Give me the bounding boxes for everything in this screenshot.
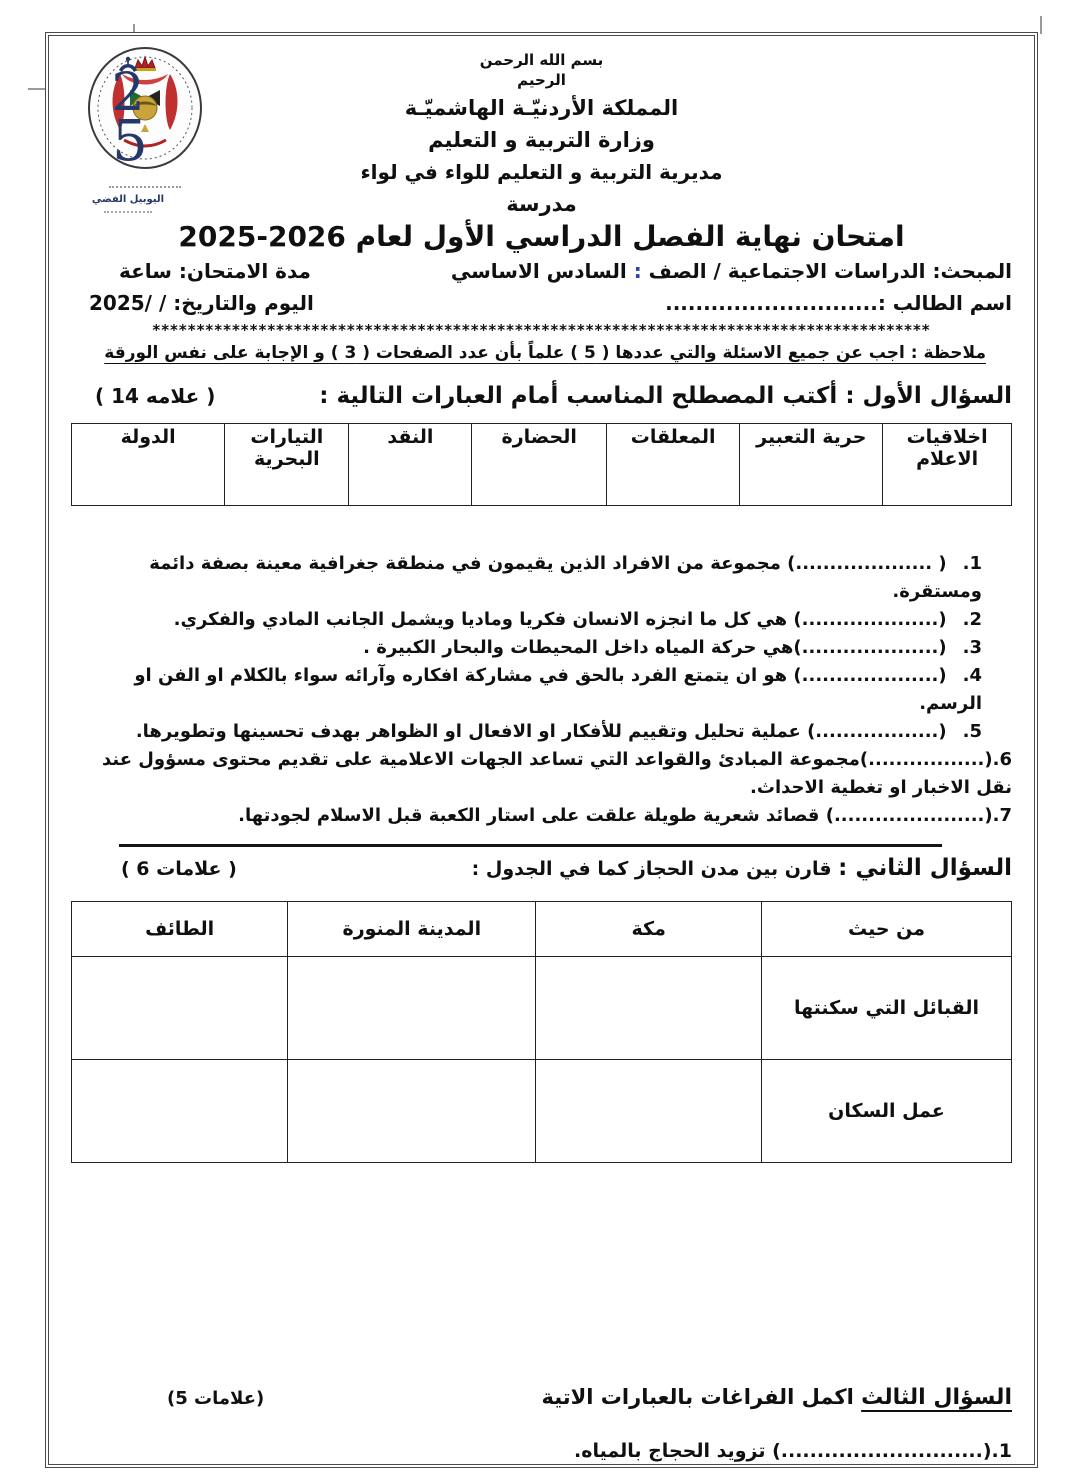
subject-and-grade: المبحث: الدراسات الاجتماعية / الصف : السادس الاساسي xyxy=(450,259,1012,283)
q1-item-4[interactable]: 4.(....................) هو ان يتمتع الفرد بالحق في مشاركة افكاره وآرائه سواء بالكلام او الفن او الرسم. xyxy=(134,665,982,714)
row-label-occupation: عمل السكان xyxy=(761,1060,1011,1163)
question1-items xyxy=(71,550,1012,830)
answer-cell[interactable] xyxy=(536,957,762,1060)
question1-title: السؤال الأول : أكتب المصطلح المناسب أمام العبارات التالية : xyxy=(319,383,1012,409)
answer-cell[interactable] xyxy=(536,1060,762,1163)
jubilee-digit-2: 2 xyxy=(111,63,145,123)
table-header-medina: المدينة المنورة xyxy=(288,902,536,957)
ministry-name: وزارة التربية و التعليم xyxy=(428,128,655,152)
table-header-taif: الطائف xyxy=(72,902,288,957)
jubilee-caption: اليوبيل الفضي xyxy=(91,194,165,205)
answer-cell[interactable] xyxy=(72,1060,288,1163)
question3-title: السؤال الثالث اكمل الفراغات بالعبارات الاتية xyxy=(541,1385,1012,1410)
term-cell[interactable]: المعلقات xyxy=(606,424,739,506)
exam-page xyxy=(49,36,1034,1464)
q1-item-7[interactable]: 7.(......................) قصائد شعرية طويلة علقت على استار الكعبة قبل الاسلام لجودتها. xyxy=(238,805,1012,826)
terms-table xyxy=(71,423,1012,506)
term-cell[interactable]: النقد xyxy=(349,424,472,506)
table-header-mecca: مكة xyxy=(536,902,762,957)
table-header-criteria: من حيث xyxy=(761,902,1011,957)
q1-item-6[interactable]: 6.(.................)مجموعة المبادئ والقواعد التي تساعد الجهات الاعلامية على تقديم محتوى مسؤول عند نقل الاخبار او تغطية الاحداث. xyxy=(101,749,1012,798)
term-cell[interactable]: الدولة xyxy=(72,424,225,506)
question2-title: السؤال الثاني : قارن بين مدن الحجاز كما في الجدول : xyxy=(471,855,1012,881)
section-divider xyxy=(119,844,942,847)
answer-cell[interactable] xyxy=(72,957,288,1060)
q1-item-5[interactable]: 5.(..................) عملية تحليل وتقييم للأفكار او الافعال او الظواهر بهدف تحسينها وتطويرها. xyxy=(135,721,982,742)
q3-item-1[interactable]: 1.(............................) تزويد الحجاج بالمياه. xyxy=(574,1440,1012,1462)
crop-mark-top-right xyxy=(1040,16,1042,34)
blue-colon: : xyxy=(633,259,642,283)
basmala-line1: بسم الله الرحمن xyxy=(479,51,604,69)
term-cell[interactable]: حرية التعبير xyxy=(740,424,883,506)
question3-header xyxy=(71,1385,1012,1410)
directorate-name: مديرية التربية و التعليم للواء في لواء xyxy=(360,160,723,184)
page-border xyxy=(45,32,1038,1468)
q1-item-1[interactable]: 1.( ....................) مجموعة من الافراد الذين يقيمون في منطقة جغرافية معينة بصفة دائمة ومستقرة. xyxy=(149,553,982,602)
subject-row xyxy=(71,259,1012,283)
question2-header xyxy=(71,855,1012,881)
kingdom-name: المملكة الأردنيّـة الهاشميّـة xyxy=(404,96,679,120)
asterisk-separator: **************************************************************************************** xyxy=(152,321,931,339)
date-field[interactable]: اليوم والتاريخ: / /2025 xyxy=(89,291,314,315)
question1-marks: ( 14 علامه ) xyxy=(95,384,216,408)
term-cell[interactable]: اخلاقيات الاعلام xyxy=(883,424,1012,506)
q1-item-2[interactable]: 2.(....................) هي كل ما انجزه الانسان فكريا وماديا ويشمل الجانب المادي والفكري. xyxy=(173,609,982,630)
exam-title: امتحان نهاية الفصل الدراسي الأول لعام 2026-2025 xyxy=(178,220,905,253)
student-name-field[interactable]: اسم الطالب :............................ xyxy=(665,291,1012,315)
question3-marks: (5 علامات) xyxy=(167,1388,265,1409)
exam-duration: مدة الامتحان: ساعة xyxy=(119,259,311,283)
basmala-line2: الرحيم xyxy=(517,71,566,89)
exam-note: ملاحظة : اجب عن جميع الاسئلة والتي عددها ( 5 ) علماً بأن عدد الصفحات ( 3 ) و الإجابة على نفس الورقة xyxy=(104,343,986,363)
term-cell[interactable]: الحضارة xyxy=(472,424,606,506)
question2-marks: ( 6 علامات ) xyxy=(121,858,237,880)
term-cell[interactable]: التيارات البحرية xyxy=(225,424,349,506)
q1-item-3[interactable]: 3.(....................)هي حركة المياه داخل المحيطات والبحار الكبيرة . xyxy=(363,637,982,658)
jubilee-digit-5: 5 xyxy=(112,109,148,174)
answer-cell[interactable] xyxy=(288,1060,536,1163)
question1-header xyxy=(71,383,1012,409)
student-row xyxy=(71,291,1012,315)
answer-cell[interactable] xyxy=(288,957,536,1060)
comparison-table xyxy=(71,901,1012,1163)
document-header xyxy=(71,42,1012,253)
school-label: مدرسة xyxy=(506,192,577,216)
row-label-tribes: القبائل التي سكنتها xyxy=(761,957,1011,1060)
